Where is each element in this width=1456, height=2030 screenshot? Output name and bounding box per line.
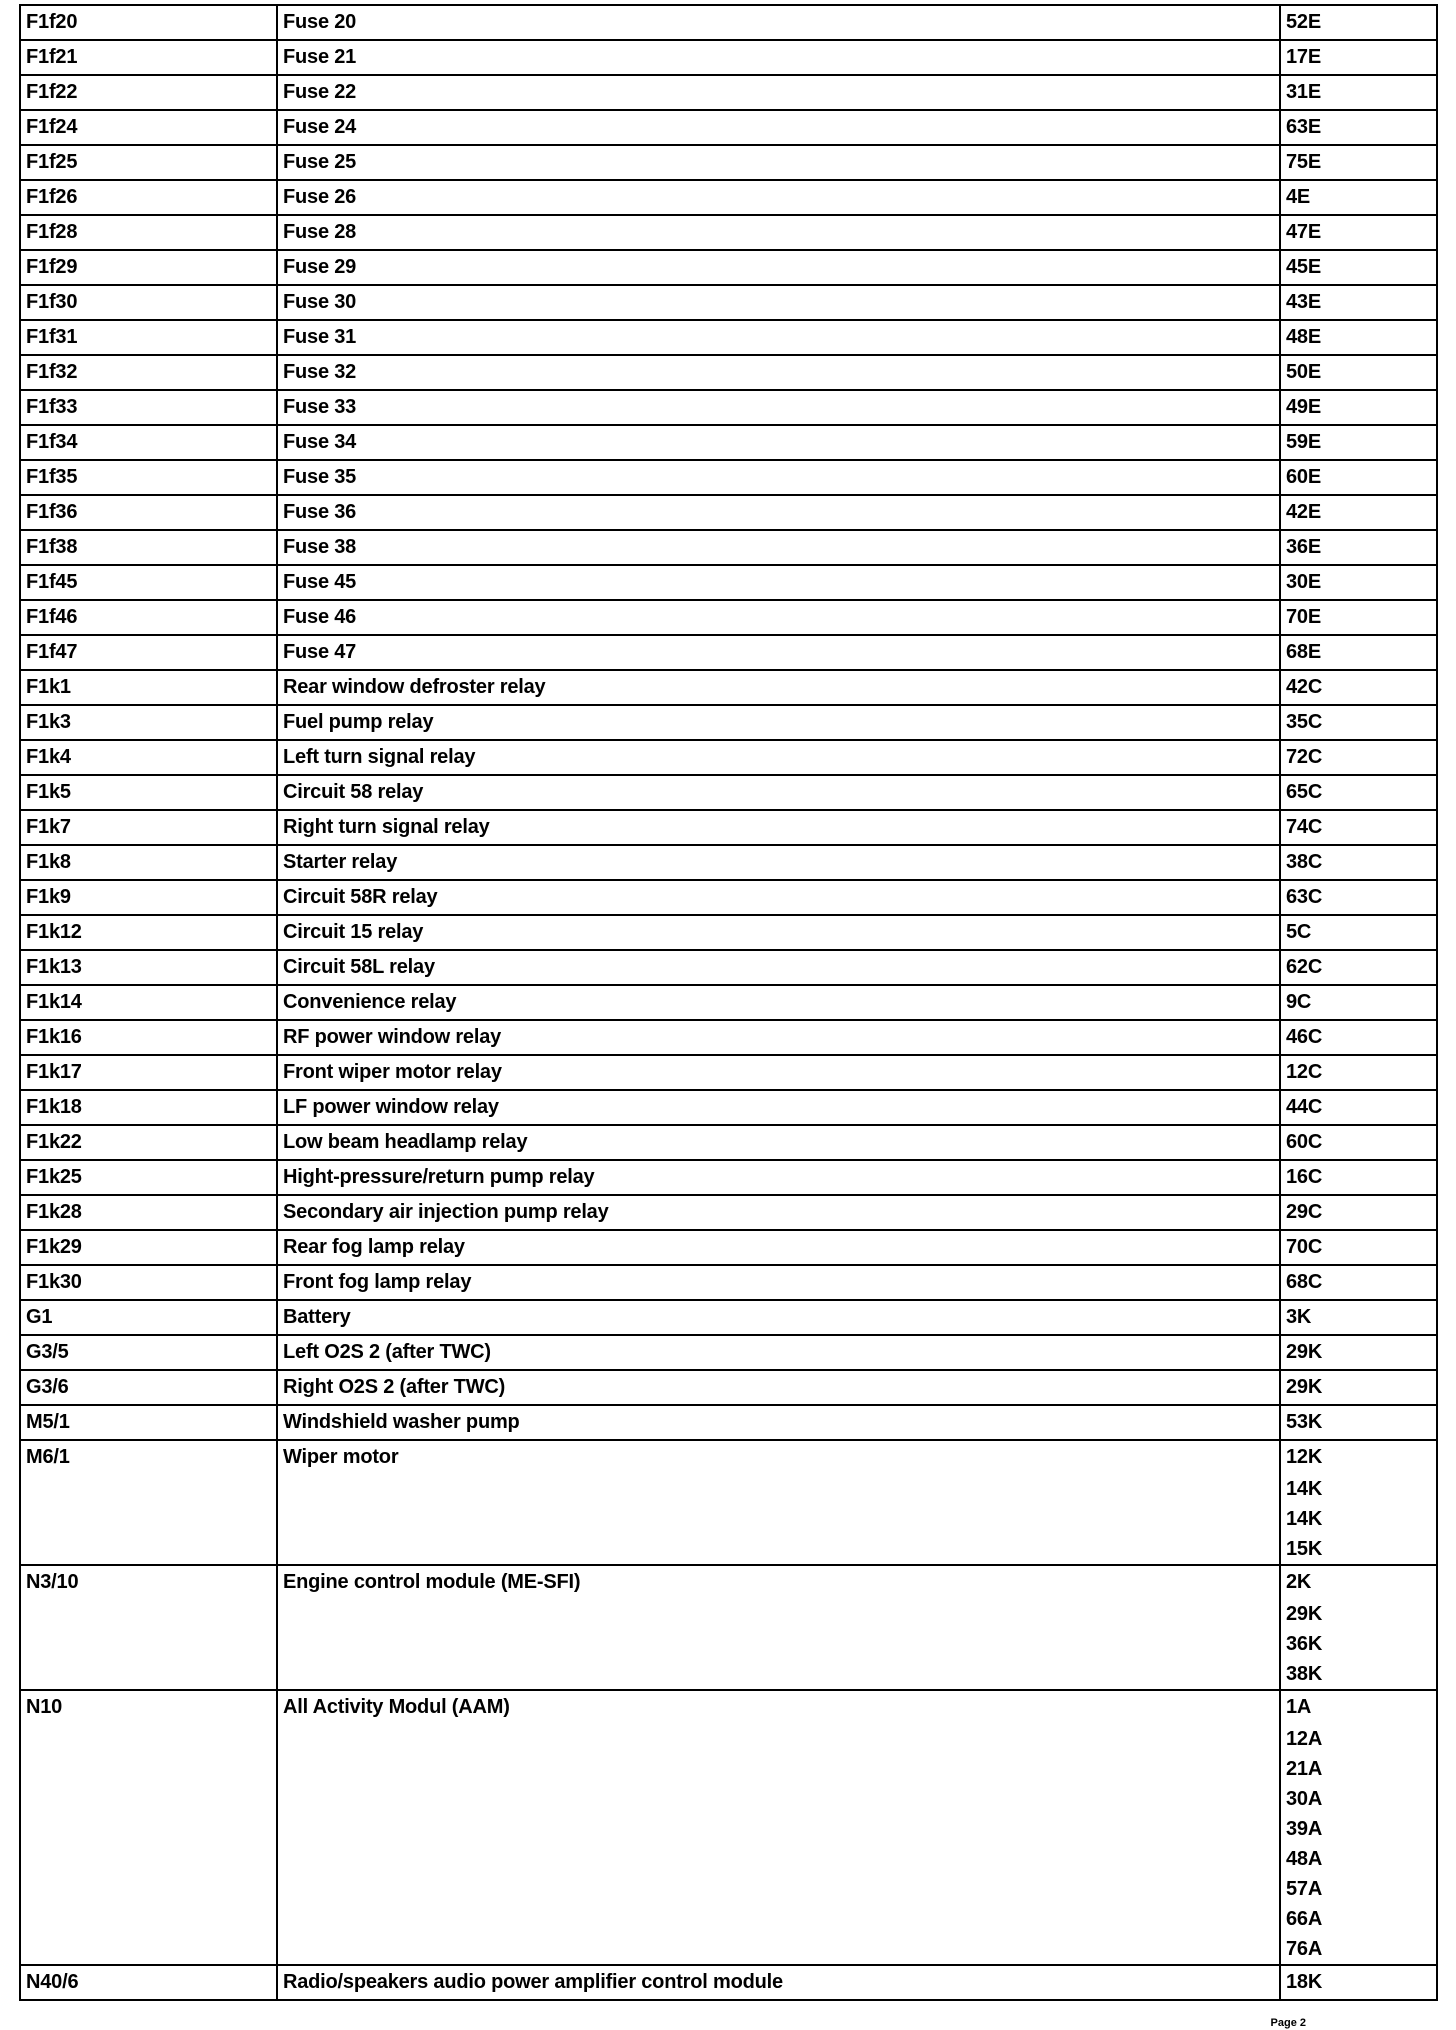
location-code: 49E [1286, 396, 1321, 418]
location-code: 14K [1286, 1478, 1323, 1500]
location-cell [1280, 915, 1437, 950]
table-row [20, 985, 1437, 1020]
table-row [20, 75, 1437, 110]
table-row [20, 1690, 1437, 1965]
component-description: Wiper motor [277, 1440, 1280, 1565]
component-code: F1k7 [20, 810, 277, 845]
component-code: F1f25 [20, 145, 277, 180]
component-code: F1k9 [20, 880, 277, 915]
table-row [20, 1370, 1437, 1405]
location-cell [1280, 530, 1437, 565]
component-code: F1f35 [20, 460, 277, 495]
component-description: Fuse 46 [277, 600, 1280, 635]
location-code: 29K [1286, 1603, 1323, 1625]
location-code: 43E [1286, 291, 1321, 313]
component-description: LF power window relay [277, 1090, 1280, 1125]
location-cell [1280, 355, 1437, 390]
component-description: Left O2S 2 (after TWC) [277, 1335, 1280, 1370]
component-description: Front wiper motor relay [277, 1055, 1280, 1090]
location-cell [1280, 180, 1437, 215]
location-code: 35C [1286, 711, 1323, 733]
table-row [20, 180, 1437, 215]
location-cell [1280, 985, 1437, 1020]
component-code: F1f28 [20, 215, 277, 250]
location-code: 76A [1286, 1938, 1323, 1960]
location-cell [1280, 460, 1437, 495]
table-row [20, 390, 1437, 425]
component-code: F1k29 [20, 1230, 277, 1265]
location-code: 74C [1286, 816, 1323, 838]
location-code: 30A [1286, 1788, 1323, 1810]
location-cell [1280, 1055, 1437, 1090]
table-row [20, 460, 1437, 495]
table-row [20, 1020, 1437, 1055]
location-code: 38K [1286, 1663, 1323, 1685]
location-code: 57A [1286, 1878, 1323, 1900]
location-cell [1280, 1565, 1437, 1690]
table-row [20, 915, 1437, 950]
component-code: F1f31 [20, 320, 277, 355]
table-row [20, 5, 1437, 40]
location-cell [1280, 1230, 1437, 1265]
location-code: 68C [1286, 1271, 1323, 1293]
component-code: F1f20 [20, 5, 277, 40]
location-cell [1280, 740, 1437, 775]
component-description: Windshield washer pump [277, 1405, 1280, 1440]
component-description: Fuse 20 [277, 5, 1280, 40]
component-description: Front fog lamp relay [277, 1265, 1280, 1300]
component-code: F1k22 [20, 1125, 277, 1160]
table-row [20, 600, 1437, 635]
table-row [20, 1405, 1437, 1440]
location-code: 9C [1286, 991, 1312, 1013]
table-row [20, 215, 1437, 250]
component-code: F1f29 [20, 250, 277, 285]
table-row [20, 740, 1437, 775]
component-code: M5/1 [20, 1405, 277, 1440]
component-code: F1f26 [20, 180, 277, 215]
component-description: Fuse 24 [277, 110, 1280, 145]
component-code: G1 [20, 1300, 277, 1335]
component-description: Fuse 45 [277, 565, 1280, 600]
component-description: Fuse 26 [277, 180, 1280, 215]
component-description: Circuit 15 relay [277, 915, 1280, 950]
component-code: N3/10 [20, 1565, 277, 1690]
component-code: M6/1 [20, 1440, 277, 1565]
component-code: F1f36 [20, 495, 277, 530]
location-cell [1280, 950, 1437, 985]
location-code: 36E [1286, 536, 1321, 558]
location-cell [1280, 215, 1437, 250]
table-row [20, 1160, 1437, 1195]
component-description: Fuse 29 [277, 250, 1280, 285]
location-code: 48A [1286, 1848, 1323, 1870]
component-code: F1k5 [20, 775, 277, 810]
location-code: 62C [1286, 956, 1323, 978]
component-description: Fuse 34 [277, 425, 1280, 460]
location-code: 65C [1286, 781, 1323, 803]
location-code: 15K [1286, 1538, 1323, 1560]
component-code: F1k13 [20, 950, 277, 985]
location-code: 21A [1286, 1758, 1323, 1780]
location-code: 47E [1286, 221, 1321, 243]
location-code: 45E [1286, 256, 1321, 278]
component-description: Right O2S 2 (after TWC) [277, 1370, 1280, 1405]
location-code: 59E [1286, 431, 1321, 453]
component-description: Rear window defroster relay [277, 670, 1280, 705]
location-code: 29K [1286, 1341, 1323, 1363]
location-code: 63E [1286, 116, 1321, 138]
location-cell [1280, 845, 1437, 880]
location-code: 12C [1286, 1061, 1323, 1083]
table-row [20, 845, 1437, 880]
location-cell [1280, 635, 1437, 670]
location-cell [1280, 1440, 1437, 1565]
location-cell [1280, 1335, 1437, 1370]
component-code: F1f46 [20, 600, 277, 635]
component-description: Circuit 58 relay [277, 775, 1280, 810]
location-code: 50E [1286, 361, 1321, 383]
location-cell [1280, 390, 1437, 425]
location-cell [1280, 320, 1437, 355]
component-description: Fuse 47 [277, 635, 1280, 670]
table-row [20, 705, 1437, 740]
location-code: 12K [1286, 1446, 1323, 1468]
document-page [19, 4, 1436, 2001]
location-code: 5C [1286, 921, 1312, 943]
location-cell [1280, 565, 1437, 600]
component-code: F1k1 [20, 670, 277, 705]
location-code: 12A [1286, 1728, 1323, 1750]
table-row [20, 1265, 1437, 1300]
component-description: Starter relay [277, 845, 1280, 880]
component-code: F1k4 [20, 740, 277, 775]
component-description: Fuse 38 [277, 530, 1280, 565]
location-code: 14K [1286, 1508, 1323, 1530]
location-cell [1280, 775, 1437, 810]
table-row [20, 775, 1437, 810]
location-code: 72C [1286, 746, 1323, 768]
component-code: F1k18 [20, 1090, 277, 1125]
location-code: 53K [1286, 1411, 1323, 1433]
table-row [20, 250, 1437, 285]
component-code: F1f32 [20, 355, 277, 390]
location-code: 42C [1286, 676, 1323, 698]
table-row [20, 565, 1437, 600]
location-code: 38C [1286, 851, 1323, 873]
table-row [20, 495, 1437, 530]
component-code: F1f45 [20, 565, 277, 600]
location-code: 1A [1286, 1696, 1312, 1718]
component-code: F1f24 [20, 110, 277, 145]
table-row [20, 40, 1437, 75]
table-row [20, 1195, 1437, 1230]
table-row [20, 1335, 1437, 1370]
component-description: Engine control module (ME-SFI) [277, 1565, 1280, 1690]
table-row [20, 1565, 1437, 1690]
component-description: Rear fog lamp relay [277, 1230, 1280, 1265]
location-cell [1280, 1690, 1437, 1965]
location-code: 18K [1286, 1971, 1323, 1993]
table-row [20, 670, 1437, 705]
location-code: 3K [1286, 1306, 1312, 1328]
component-description: All Activity Modul (AAM) [277, 1690, 1280, 1965]
location-cell [1280, 1265, 1437, 1300]
component-code: F1f34 [20, 425, 277, 460]
component-code: F1k30 [20, 1265, 277, 1300]
component-code: F1f33 [20, 390, 277, 425]
component-code: F1k16 [20, 1020, 277, 1055]
location-cell [1280, 705, 1437, 740]
component-description: Fuse 28 [277, 215, 1280, 250]
location-cell [1280, 1965, 1437, 2000]
component-description: Fuse 33 [277, 390, 1280, 425]
table-row [20, 880, 1437, 915]
component-code: F1f22 [20, 75, 277, 110]
table-row [20, 950, 1437, 985]
location-cell [1280, 1405, 1437, 1440]
component-description: Fuse 32 [277, 355, 1280, 390]
location-cell [1280, 75, 1437, 110]
table-row [20, 530, 1437, 565]
table-row [20, 1965, 1437, 2000]
table-row [20, 355, 1437, 390]
component-description: RF power window relay [277, 1020, 1280, 1055]
location-code: 29K [1286, 1376, 1323, 1398]
location-code: 2K [1286, 1571, 1312, 1593]
component-description: Convenience relay [277, 985, 1280, 1020]
component-description: Circuit 58L relay [277, 950, 1280, 985]
component-code: F1f38 [20, 530, 277, 565]
location-cell [1280, 1370, 1437, 1405]
location-code: 36K [1286, 1633, 1323, 1655]
component-description: Fuse 22 [277, 75, 1280, 110]
location-code: 30E [1286, 571, 1321, 593]
location-cell [1280, 495, 1437, 530]
table-row [20, 1090, 1437, 1125]
component-description: Fuse 31 [277, 320, 1280, 355]
component-code: F1k17 [20, 1055, 277, 1090]
location-code: 75E [1286, 151, 1321, 173]
location-code: 60E [1286, 466, 1321, 488]
component-description: Radio/speakers audio power amplifier control module [277, 1965, 1280, 2000]
location-code: 44C [1286, 1096, 1323, 1118]
table-row [20, 810, 1437, 845]
location-code: 68E [1286, 641, 1321, 663]
component-code: N10 [20, 1690, 277, 1965]
component-code: F1k8 [20, 845, 277, 880]
component-description: Fuel pump relay [277, 705, 1280, 740]
location-code: 4E [1286, 186, 1311, 208]
component-code: F1k25 [20, 1160, 277, 1195]
location-code: 60C [1286, 1131, 1323, 1153]
component-description: Fuse 30 [277, 285, 1280, 320]
location-code: 48E [1286, 326, 1321, 348]
location-code: 63C [1286, 886, 1323, 908]
location-code: 29C [1286, 1201, 1323, 1223]
table-row [20, 1055, 1437, 1090]
location-code: 42E [1286, 501, 1321, 523]
location-cell [1280, 5, 1437, 40]
location-cell [1280, 250, 1437, 285]
table-row [20, 285, 1437, 320]
location-code: 66A [1286, 1908, 1323, 1930]
component-code: G3/5 [20, 1335, 277, 1370]
location-code: 70E [1286, 606, 1321, 628]
location-code: 46C [1286, 1026, 1323, 1048]
component-code: F1k3 [20, 705, 277, 740]
location-cell [1280, 810, 1437, 845]
component-description: Secondary air injection pump relay [277, 1195, 1280, 1230]
table-row [20, 110, 1437, 145]
location-cell [1280, 1090, 1437, 1125]
table-row [20, 320, 1437, 355]
location-code: 31E [1286, 81, 1321, 103]
component-description: Right turn signal relay [277, 810, 1280, 845]
location-code: 52E [1286, 11, 1321, 33]
location-cell [1280, 110, 1437, 145]
location-code: 70C [1286, 1236, 1323, 1258]
table-row [20, 635, 1437, 670]
location-cell [1280, 1300, 1437, 1335]
component-description: Circuit 58R relay [277, 880, 1280, 915]
location-cell [1280, 880, 1437, 915]
table-row [20, 1300, 1437, 1335]
table-row [20, 145, 1437, 180]
page-number: Page 2 [1270, 2017, 1306, 2029]
location-code: 17E [1286, 46, 1321, 68]
component-description: Left turn signal relay [277, 740, 1280, 775]
location-cell [1280, 425, 1437, 460]
location-cell [1280, 1195, 1437, 1230]
component-code: N40/6 [20, 1965, 277, 2000]
location-cell [1280, 1160, 1437, 1195]
table-row [20, 1230, 1437, 1265]
component-code: F1k14 [20, 985, 277, 1020]
component-description: Fuse 36 [277, 495, 1280, 530]
location-code: 39A [1286, 1818, 1323, 1840]
component-description: Battery [277, 1300, 1280, 1335]
component-description: Fuse 25 [277, 145, 1280, 180]
location-cell [1280, 285, 1437, 320]
table-row [20, 1125, 1437, 1160]
component-code: F1f30 [20, 285, 277, 320]
location-cell [1280, 145, 1437, 180]
component-code: F1k12 [20, 915, 277, 950]
location-cell [1280, 1020, 1437, 1055]
location-cell [1280, 600, 1437, 635]
table-body [20, 5, 1437, 2000]
table-row [20, 1440, 1437, 1565]
component-code: F1k28 [20, 1195, 277, 1230]
component-location-table [19, 4, 1438, 2001]
component-description: Fuse 35 [277, 460, 1280, 495]
component-description: Low beam headlamp relay [277, 1125, 1280, 1160]
location-cell [1280, 670, 1437, 705]
location-cell [1280, 40, 1437, 75]
location-cell [1280, 1125, 1437, 1160]
table-row [20, 425, 1437, 460]
component-code: F1f47 [20, 635, 277, 670]
component-description: Fuse 21 [277, 40, 1280, 75]
component-code: G3/6 [20, 1370, 277, 1405]
component-code: F1f21 [20, 40, 277, 75]
location-code: 16C [1286, 1166, 1323, 1188]
component-description: Hight-pressure/return pump relay [277, 1160, 1280, 1195]
